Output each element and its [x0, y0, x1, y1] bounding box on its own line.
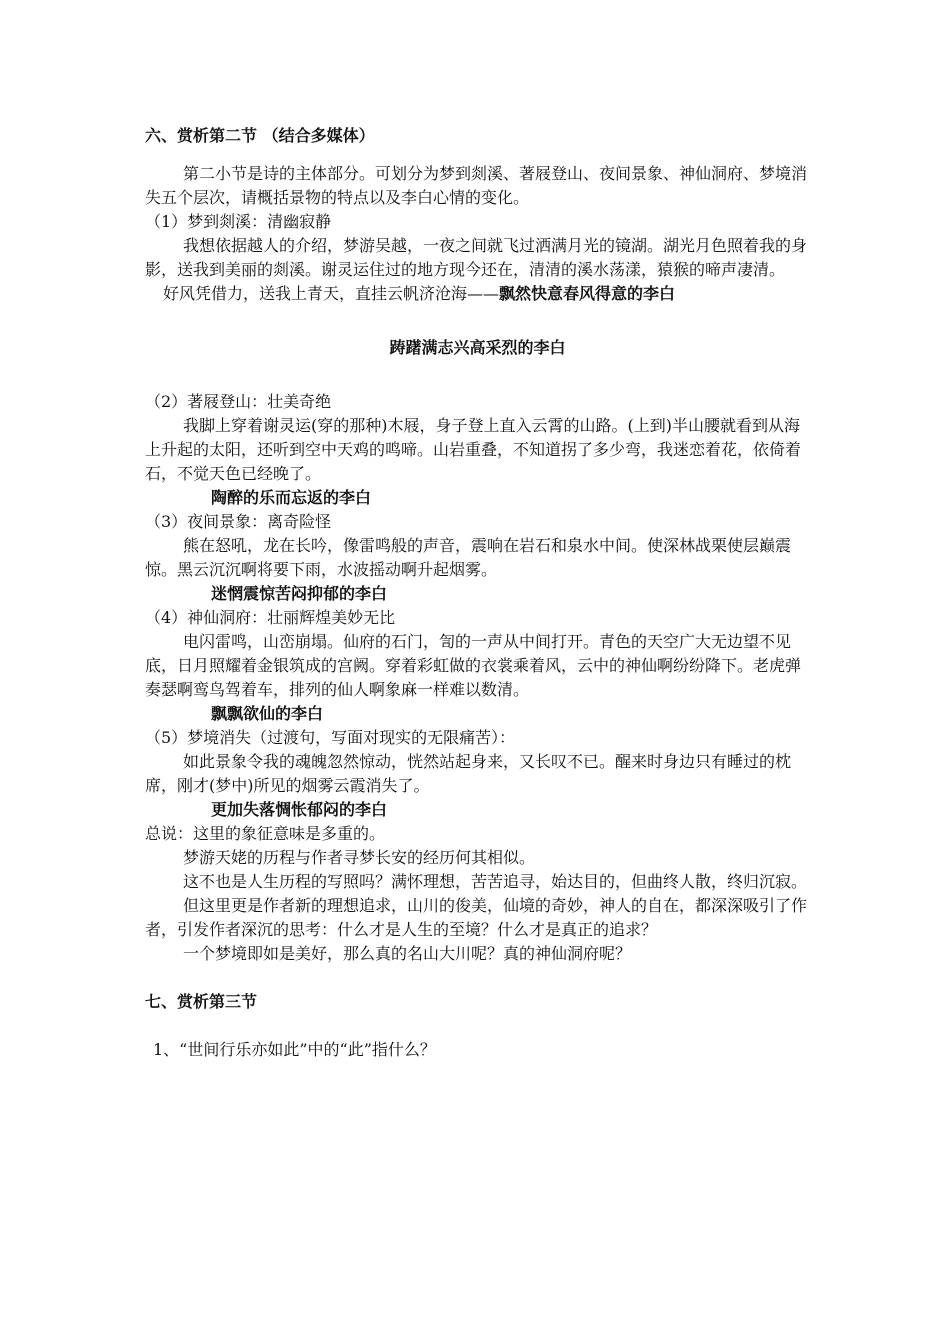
summary-p4: 一个梦境即如是美好，那么真的名山大川呢？真的神仙洞府呢？	[183, 944, 632, 963]
part-3-body: 熊在怒吼，龙在长吟，像雷鸣般的声音，震响在岩石和泉水中间。使深林战栗使层巅震惊。黑云沉沉啊将要下雨，水波摇动啊升起烟雾。	[145, 536, 792, 579]
part-4-mood: 飘飘欲仙的李白	[211, 704, 324, 723]
part-2-label: （2）著屐登山：壮美奇绝	[145, 392, 332, 411]
part-1-poem-line	[145, 282, 810, 306]
part-2-mood: 陶醉的乐而忘返的李白	[211, 488, 372, 507]
part-3-mood: 迷惘震惊苦闷抑郁的李白	[211, 584, 388, 603]
part-5-mood: 更加失落惆怅郁闷的李白	[211, 800, 388, 819]
document-page	[145, 124, 810, 1062]
part-1-mood: 飘然快意春风得意的李白	[499, 284, 676, 303]
part-1-mood-centered: 踌躇满志兴高采烈的李白	[389, 338, 566, 357]
summary-p1: 梦游天姥的历程与作者寻梦长安的经历何其相似。	[183, 848, 536, 867]
part-1-body: 我想依据越人的介绍，梦游吴越，一夜之间就飞过洒满月光的镜湖。湖光月色照着我的身影，送我到美丽的剡溪。谢灵运住过的地方现今还在，清清的溪水荡漾，猿猴的啼声凄清。	[145, 236, 808, 279]
part-5-label: （5）梦境消失（过渡句，写面对现实的无限痛苦）：	[145, 728, 516, 747]
part-1-poem-text: 好风凭借力，送我上青天，直挂云帆济沧海——	[163, 284, 500, 303]
part-4-body: 电闪雷鸣，山峦崩塌。仙府的石门，訇的一声从中间打开。青色的天空广大无边望不见底，日月照耀着金银筑成的宫阙。穿着彩虹做的衣裳乘着风，云中的神仙啊纷纷降下。老虎弹奏瑟啊鸾鸟驾着车，排列的仙人啊象麻一样难以数清。	[145, 632, 802, 699]
section-6-heading: 六、赏析第二节 （结合多媒体）	[145, 126, 375, 145]
part-3-label: （3）夜间景象：离奇险怪	[145, 512, 332, 531]
part-5-body: 如此景象令我的魂魄忽然惊动，恍然站起身来，又长叹不已。醒来时身边只有睡过的枕席，刚才(梦中)所见的烟雾云霞消失了。	[145, 752, 792, 795]
section-6-intro: 第二小节是诗的主体部分。可划分为梦到剡溪、著屐登山、夜间景象、神仙洞府、梦境消失五个层次，请概括景物的特点以及李白心情的变化。	[145, 164, 808, 207]
section-7-question-1: 1、“世间行乐亦如此”中的“此”指什么？	[153, 1040, 436, 1059]
section-7-heading: 七、赏析第三节	[145, 992, 258, 1011]
summary-p2: 这不也是人生历程的写照吗？满怀理想，苦苦追寻，始达目的，但曲终人散，终归沉寂。	[183, 872, 808, 891]
summary-label: 总说：这里的象征意味是多重的。	[145, 824, 386, 843]
part-4-label: （4）神仙洞府：壮丽辉煌美妙无比	[145, 608, 396, 627]
part-2-body: 我脚上穿着谢灵运(穿的那种)木屐，身子登上直入云霄的山路。(上到)半山腰就看到从海上升起的太阳，还听到空中天鸡的鸣啼。山岩重叠，不知道拐了多少弯，我迷恋着花，依倚着石，不觉天色已经晚了。	[145, 416, 802, 483]
part-1-label: （1）梦到剡溪：清幽寂静	[145, 212, 332, 231]
summary-p3: 但这里更是作者新的理想追求，山川的俊美，仙境的奇妙，神人的自在，都深深吸引了作者，引发作者深沉的思考：什么才是人生的至境？什么才是真正的追求？	[145, 896, 808, 939]
